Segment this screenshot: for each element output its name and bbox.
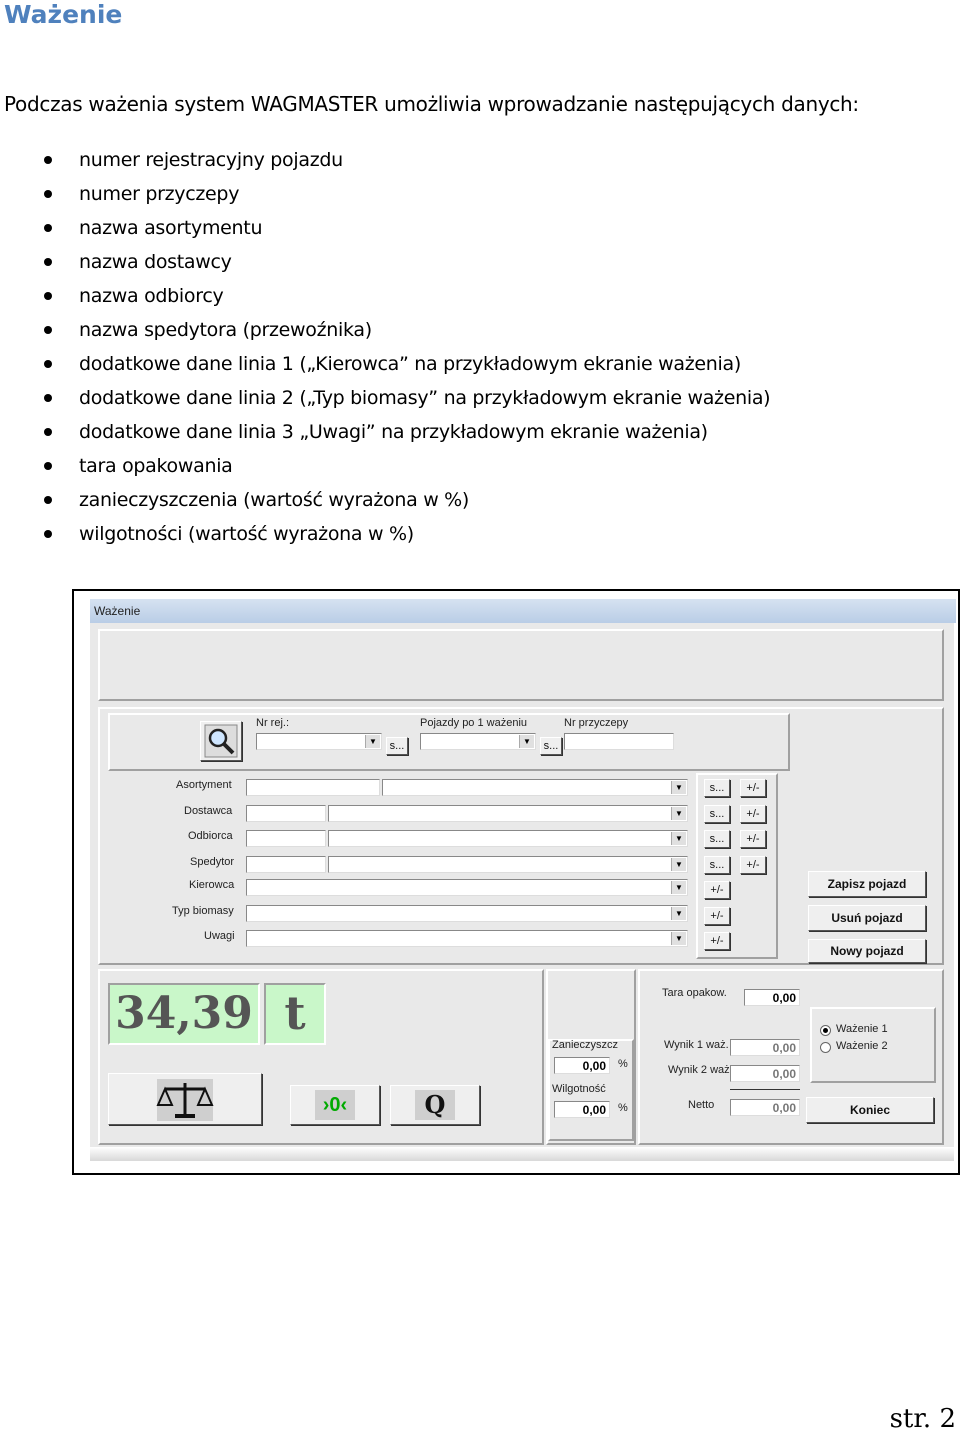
tara-input[interactable] xyxy=(744,989,800,1006)
pojazdy-combo[interactable] xyxy=(420,733,536,750)
zero-icon: ›0‹ xyxy=(315,1090,355,1120)
page-heading: Ważenie xyxy=(4,0,123,29)
window-bottom-bar xyxy=(90,1147,954,1161)
chevron-down-icon: ▼ xyxy=(671,807,686,820)
typ-biomasy-combo[interactable] xyxy=(246,905,688,922)
list-item: nazwa spedytora (przewoźnika) xyxy=(0,314,770,348)
search-vehicle-button[interactable] xyxy=(200,721,242,761)
wynik1-output xyxy=(730,1039,800,1056)
chevron-down-icon: ▼ xyxy=(671,907,686,920)
list-item: dodatkowe dane linia 3 „Uwagi” na przykładowym ekranie ważenia) xyxy=(0,416,770,450)
list-item: dodatkowe dane linia 2 („Typ biomasy” na przykładowym ekranie ważenia) xyxy=(0,382,770,416)
dostawca-label: Dostawca xyxy=(184,805,233,817)
zanieczyszcz-value: 0,00 xyxy=(582,1059,606,1073)
wynik2-value: 0,00 xyxy=(772,1067,796,1081)
odbiorca-combo[interactable] xyxy=(328,830,688,847)
query-button[interactable] xyxy=(390,1085,480,1125)
netto-value: 0,00 xyxy=(772,1101,796,1115)
uwagi-pm-button[interactable]: +/- xyxy=(704,932,730,950)
netto-separator xyxy=(730,1089,800,1090)
dostawca-pm-button[interactable]: +/- xyxy=(740,805,766,823)
wynik2-label: Wynik 2 waż xyxy=(668,1064,730,1076)
wazenie1-radio[interactable] xyxy=(820,1025,831,1036)
asortyment-label: Asortyment xyxy=(176,779,232,791)
spedytor-s-button[interactable]: s... xyxy=(704,856,730,874)
odbiorca-label: Odbiorca xyxy=(188,830,233,842)
row-buttons-panel xyxy=(696,773,778,959)
wynik1-label: Wynik 1 waż. xyxy=(664,1039,729,1051)
list-item: nazwa odbiorcy xyxy=(0,280,770,314)
nr-rej-combo[interactable] xyxy=(256,733,382,750)
typ-biomasy-pm-button[interactable]: +/- xyxy=(704,907,730,925)
asortyment-code-input[interactable] xyxy=(246,779,380,796)
nowy-pojazd-button[interactable]: Nowy pojazd xyxy=(808,939,926,963)
kierowca-label: Kierowca xyxy=(189,879,235,891)
zapisz-pojazd-button[interactable]: Zapisz pojazd xyxy=(808,871,926,897)
chevron-down-icon: ▼ xyxy=(365,735,380,748)
wazenie2-label: Ważenie 2 xyxy=(836,1040,888,1052)
nr-przyczepy-label: Nr przyczepy xyxy=(564,717,629,729)
wilgotnosc-input[interactable] xyxy=(554,1101,610,1118)
spedytor-code-input[interactable] xyxy=(246,856,326,873)
list-item: numer przyczepy xyxy=(0,178,770,212)
chevron-down-icon: ▼ xyxy=(519,735,534,748)
list-item: nazwa dostawcy xyxy=(0,246,770,280)
list-item: tara opakowania xyxy=(0,450,770,484)
list-item: dodatkowe dane linia 1 („Kierowca” na przykładowym ekranie ważenia) xyxy=(0,348,770,382)
zero-button[interactable] xyxy=(290,1085,380,1125)
dostawca-code-input[interactable] xyxy=(246,805,326,822)
spedytor-combo[interactable] xyxy=(328,856,688,873)
chevron-down-icon: ▼ xyxy=(671,781,686,794)
asortyment-pm-button[interactable]: +/- xyxy=(740,779,766,797)
pojazdy-label: Pojazdy po 1 ważeniu xyxy=(420,717,528,729)
window-title: Ważenie xyxy=(90,599,956,623)
list-item: wilgotności (wartość wyrażona w %) xyxy=(0,518,770,552)
zanieczyszcz-label: Zanieczyszcz xyxy=(552,1039,619,1051)
wilgotnosc-label: Wilgotność xyxy=(552,1083,606,1095)
asortyment-combo[interactable] xyxy=(382,779,688,796)
usun-pojazd-button[interactable]: Usuń pojazd xyxy=(808,905,926,931)
form-panel xyxy=(98,707,944,965)
chevron-down-icon: ▼ xyxy=(671,932,686,945)
percent-label: % xyxy=(618,1102,628,1114)
intro-text: Podczas ważenia system WAGMASTER umożliwia wprowadzanie następujących danych: xyxy=(4,92,859,116)
netto-label: Netto xyxy=(688,1099,715,1111)
wilgotnosc-value: 0,00 xyxy=(582,1103,606,1117)
zanieczyszcz-input[interactable] xyxy=(554,1057,610,1074)
magnifier-icon xyxy=(204,724,238,758)
weighing-screenshot xyxy=(72,589,960,1175)
wazenie1-label: Ważenie 1 xyxy=(836,1023,888,1035)
nr-rej-label: Nr rej.: xyxy=(256,717,289,729)
weighing-window xyxy=(90,599,954,1161)
odbiorca-s-button[interactable]: s... xyxy=(704,830,730,848)
dostawca-combo[interactable] xyxy=(328,805,688,822)
list-item: zanieczyszczenia (wartość wyrażona w %) xyxy=(0,484,770,518)
uwagi-label: Uwagi xyxy=(204,930,235,942)
list-item: nazwa asortymentu xyxy=(0,212,770,246)
uwagi-combo[interactable] xyxy=(246,930,688,947)
weight-display: 34,39 xyxy=(108,983,260,1045)
asortyment-s-button[interactable]: s... xyxy=(704,779,730,797)
koniec-button[interactable]: Koniec xyxy=(806,1097,934,1123)
q-icon: Q xyxy=(415,1090,455,1120)
typ-biomasy-label: Typ biomasy xyxy=(172,905,234,917)
odbiorca-pm-button[interactable]: +/- xyxy=(740,830,766,848)
dostawca-s-button[interactable]: s... xyxy=(704,805,730,823)
data-fields-list xyxy=(0,144,770,552)
chevron-down-icon: ▼ xyxy=(671,858,686,871)
wazenie2-radio[interactable] xyxy=(820,1042,831,1053)
info-panel xyxy=(98,629,944,701)
kierowca-combo[interactable] xyxy=(246,879,688,896)
wynik2-output xyxy=(730,1065,800,1082)
tara-label: Tara opakow. xyxy=(662,987,727,999)
vehicle-panel xyxy=(108,713,790,771)
spedytor-label: Spedytor xyxy=(190,856,235,868)
nr-rej-s-button[interactable]: s... xyxy=(386,737,408,755)
chevron-down-icon: ▼ xyxy=(671,881,686,894)
wynik1-value: 0,00 xyxy=(772,1041,796,1055)
netto-output xyxy=(730,1099,800,1116)
kierowca-pm-button[interactable]: +/- xyxy=(704,881,730,899)
chevron-down-icon: ▼ xyxy=(671,832,686,845)
scales-icon xyxy=(155,1077,215,1123)
weight-unit: t xyxy=(264,983,326,1045)
list-item: numer rejestracyjny pojazdu xyxy=(0,144,770,178)
pojazdy-s-button[interactable]: s... xyxy=(540,737,562,755)
nr-przyczepy-input[interactable] xyxy=(564,733,674,750)
odbiorca-code-input[interactable] xyxy=(246,830,326,847)
percent-label: % xyxy=(618,1058,628,1070)
weigh-button[interactable] xyxy=(108,1073,262,1125)
tara-value: 0,00 xyxy=(772,991,796,1005)
page-number: str. 2 xyxy=(889,1404,956,1434)
spedytor-pm-button[interactable]: +/- xyxy=(740,856,766,874)
